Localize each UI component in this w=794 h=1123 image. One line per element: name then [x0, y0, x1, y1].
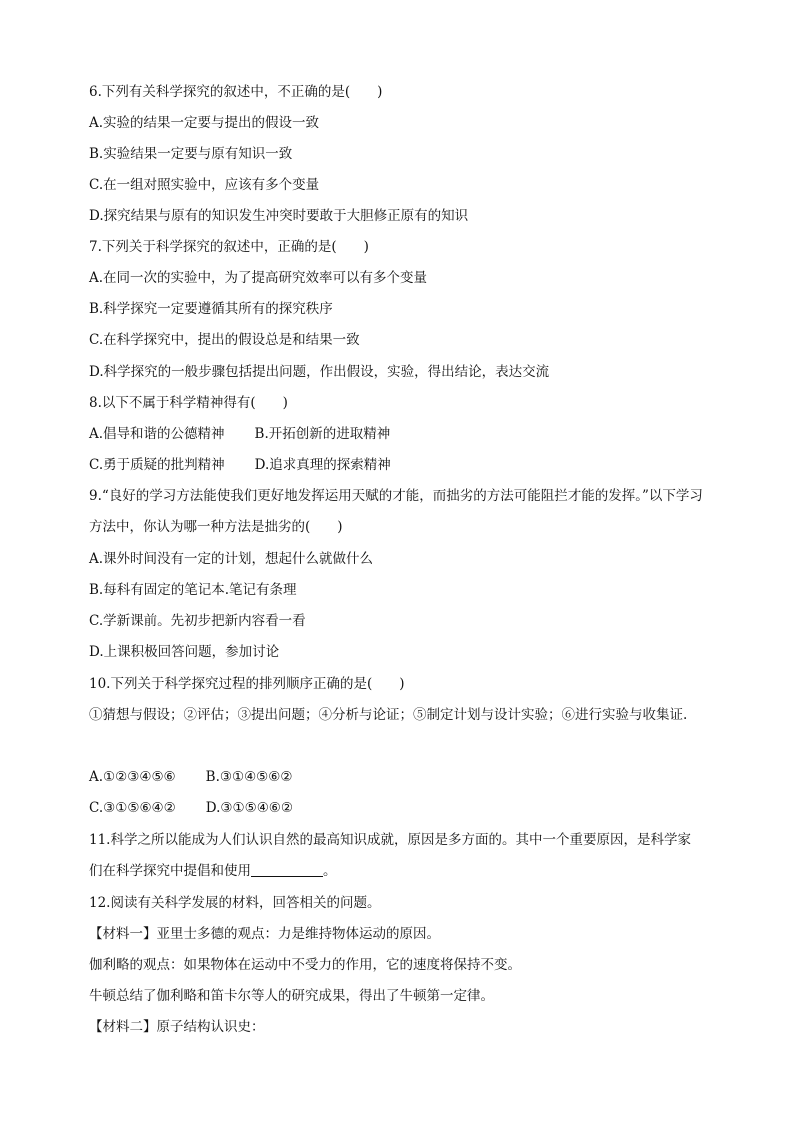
- question-6-stem: 6.下列有关科学探究的叙述中，不正确的是( ): [89, 84, 383, 100]
- question-9-option-a: A.课外时间没有一定的计划，想起什么就做什么: [89, 551, 374, 567]
- question-7-option-a: A.在同一次的实验中，为了提高研究效率可以有多个变量: [89, 270, 428, 286]
- question-9-option-b: B.每科有固定的笔记本.笔记有条理: [89, 582, 297, 598]
- question-6-option-c: C.在一组对照实验中，应该有多个变量: [89, 177, 320, 193]
- question-9-stem: 9.“良好的学习方法能使我们更好地发挥运用天赋的才能，而拙劣的方法可能阻拦才能的发挥。”以下学习方法中，你认为哪一种方法是拙劣的( ): [89, 488, 703, 535]
- question-10-option-a: A.①②③④⑤⑥: [89, 769, 176, 785]
- question-11-text: 11.科学之所以能成为人们认识自然的最高知识成就，原因是多方面的。其中一个重要原因，是科学家们在科学探究中提倡和使用: [89, 832, 691, 879]
- question-7-option-b: B.科学探究一定要遵循其所有的探究秩序: [89, 301, 333, 317]
- question-8-options-row-2: [89, 455, 704, 475]
- question-6-option-d: D.探究结果与原有的知识发生冲突时要敢于大胆修正原有的知识: [89, 208, 469, 224]
- question-8-option-c: C.勇于质疑的批判精神: [89, 457, 225, 473]
- question-9-option-c: C.学新课前。先初步把新内容看一看: [89, 613, 306, 629]
- material-1-line-3: 牛顿总结了伽利略和笛卡尔等人的研究成果，得出了牛顿第一定律。: [89, 988, 494, 1004]
- material-1-first-line: 亚里士多德的观点：力是维持物体运动的原因。: [156, 926, 440, 942]
- question-10-option-b: B.③①④⑤⑥②: [205, 769, 293, 785]
- question-10-options-row-2: [89, 798, 704, 818]
- material-2-title: 【材料二】: [89, 1019, 157, 1035]
- material-1-heading: [89, 924, 704, 944]
- question-7-stem: 7.下列关于科学探究的叙述中，正确的是( ): [89, 239, 369, 255]
- material-2-first-line: 原子结构认识史：: [156, 1019, 265, 1035]
- question-11-end: 。: [323, 863, 337, 879]
- material-2-heading: [89, 1017, 704, 1037]
- question-9-option-d: D.上课积极回答问题，参加讨论: [89, 644, 280, 660]
- question-10-option-c: C.③①⑤⑥④②: [89, 800, 176, 816]
- question-10-steps: ①猜想与假设；②评估；③提出问题；④分析与论证；⑤制定计划与设计实验；⑥进行实验与收集证.: [89, 707, 688, 723]
- question-10-options-row-1: [89, 767, 704, 787]
- question-6-option-b: B.实验结果一定要与原有知识一致: [89, 146, 293, 162]
- question-7-option-c: C.在科学探究中，提出的假设总是和结果一致: [89, 332, 360, 348]
- material-1-line-2: 伽利略的观点：如果物体在运动中不受力的作用，它的速度将保持不变。: [89, 957, 521, 973]
- question-8-option-a: A.倡导和谐的公德精神: [89, 426, 225, 442]
- question-8-option-b: B.开拓创新的进取精神: [254, 426, 391, 442]
- material-1-title: 【材料一】: [89, 926, 157, 942]
- question-11-stem: [89, 825, 704, 887]
- answer-blank[interactable]: [251, 862, 323, 877]
- question-6-option-a: A.实验的结果一定要与提出的假设一致: [89, 115, 320, 131]
- question-12-stem: 12.阅读有关科学发展的材料，回答相关的问题。: [89, 895, 381, 911]
- question-8-stem: 8.以下不属于科学精神得有( ): [89, 395, 288, 411]
- question-7-option-d: D.科学探究的一般步骤包括提出问题，作出假设，实验，得出结论，表达交流: [89, 364, 550, 380]
- question-10-stem: 10.下列关于科学探究过程的排列顺序正确的是( ): [89, 676, 405, 692]
- question-10-option-d: D.③①⑤④⑥②: [205, 800, 294, 816]
- question-8-option-d: D.追求真理的探索精神: [254, 457, 391, 473]
- question-8-options-row-1: [89, 424, 704, 444]
